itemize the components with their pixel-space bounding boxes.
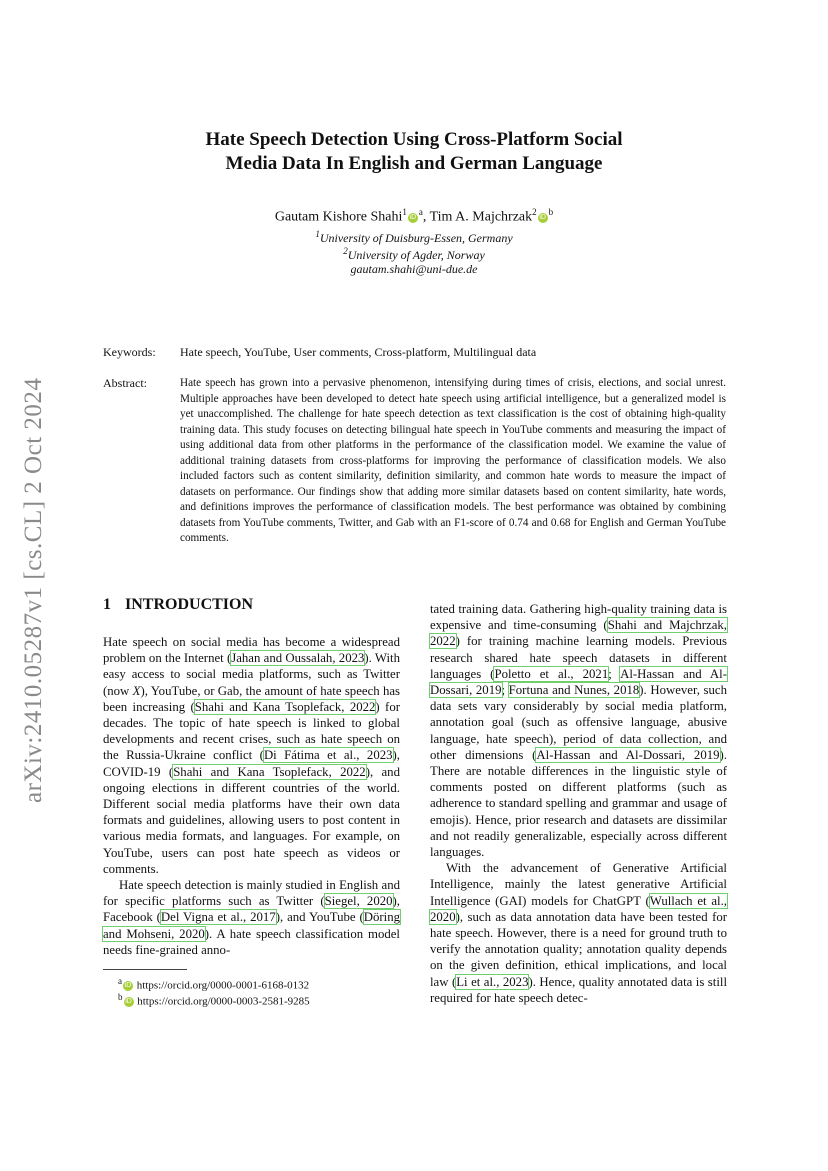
author-email: gautam.shahi@uni-due.de bbox=[350, 262, 478, 276]
author-name: Gautam Kishore Shahi bbox=[274, 209, 403, 225]
section-number: 1 bbox=[103, 596, 111, 613]
paragraph bbox=[103, 877, 400, 958]
abstract-label: Abstract: bbox=[103, 376, 147, 390]
citation-link[interactable]: Jahan and Oussalah, 2023 bbox=[231, 651, 365, 666]
citation-link[interactable]: Al-Hassan and Al-Dossari, 2019 bbox=[536, 747, 720, 762]
citation-link[interactable]: Shahi and Kana Tsoplefack, 2022 bbox=[194, 699, 376, 714]
text-run: ), and ongoing elections in different countries of the world. Different social media platforms have their own data formats and guidelines, allowing users to post content in various media formats, and languages. For example, on YouTube, users can post hate speech as videos or comments. bbox=[103, 764, 400, 876]
citation-link[interactable]: Di Fátima et al., 2023 bbox=[263, 748, 393, 763]
affiliation-1 bbox=[140, 229, 688, 246]
citation-link[interactable]: Siegel, 2020 bbox=[324, 894, 393, 909]
footnote-divider bbox=[103, 969, 187, 970]
keywords-label: Keywords: bbox=[103, 345, 156, 359]
text-run: tated training data. Gathering high-quality training data is expensive and time-consuming ( bbox=[430, 602, 727, 633]
author-name: Tim A. Majchrzak bbox=[429, 209, 533, 225]
author-separator: , bbox=[422, 209, 430, 225]
text-run: ). Hence, quality annotated data is still required for hate speech detec- bbox=[430, 974, 728, 1005]
orcid-icon[interactable]: iD bbox=[409, 213, 417, 221]
citation-link[interactable]: Al-Hassan and Al-Dossari, 2019 bbox=[430, 666, 727, 698]
text-run: ), Facebook ( bbox=[103, 894, 400, 925]
text-run: ) for training machine learning models. Previous research shared hate speech datasets in different languages ( bbox=[430, 634, 727, 681]
text-run: X bbox=[132, 683, 141, 698]
text-run: With the advancement of Generative Artificial Intelligence, mainly the latest generative Artificial Intelligence (GAI) models for ChatGPT ( bbox=[430, 861, 727, 908]
footnote bbox=[118, 992, 310, 1008]
text-run: Hate speech on social media has become a widespread problem on the Internet ( bbox=[103, 635, 400, 666]
affiliation-text: University of Duisburg-Essen, Germany bbox=[319, 231, 513, 245]
text-run: ). However, such data sets vary considerably by social media platform, annotation goal (such as offensive language, abusive language, hate speech), period of data collection, and other dimensions ( bbox=[430, 683, 728, 762]
footnote-marker: b bbox=[548, 207, 554, 217]
text-run: Hate speech detection is mainly studied in English and for specific platforms such as Twitter ( bbox=[103, 878, 400, 909]
arxiv-identifier-stamp: arXiv:2410.05287v1 [cs.CL] 2 Oct 2024 bbox=[20, 377, 47, 803]
orcid-link[interactable]: https://orcid.org/0000-0003-2581-9285 bbox=[137, 995, 310, 1008]
text-run: ), YouTube, or Gab, the amount of hate speech has been increasing ( bbox=[103, 683, 401, 714]
citation-link[interactable]: Del Vigna et al., 2017 bbox=[160, 910, 276, 925]
right-column bbox=[430, 601, 727, 1006]
text-run: ). There are notable differences in the linguistic style of comments posted on different platforms (such as adherence to standard spelling and grammar and usage of emojis). Hence, prior research and datasets are dissimilar and not readily generalizable, especially across different languages. bbox=[430, 747, 727, 860]
orcid-icon: iD bbox=[125, 997, 132, 1005]
orcid-icon[interactable]: iD bbox=[539, 213, 546, 221]
affiliation-marker: 1 bbox=[402, 207, 407, 217]
text-run: ; bbox=[608, 666, 621, 681]
citation-link[interactable]: Li et al., 2023 bbox=[456, 974, 529, 989]
text-run: ), such as data annotation data have been tested for hate speech. However, there is a need for ground truth to verify the annotation quality; annotation quality depends on the given definition, ethical implications, and local law ( bbox=[430, 909, 727, 989]
orcid-link[interactable]: https://orcid.org/0000-0001-6168-0132 bbox=[136, 979, 310, 992]
affiliation-text: University of Agder, Norway bbox=[347, 248, 485, 262]
text-run: ), and YouTube ( bbox=[275, 910, 364, 925]
orcid-icon: iD bbox=[124, 981, 132, 989]
footnote-marker: a bbox=[418, 207, 423, 217]
title-line-2: Media Data In English and German Language bbox=[225, 153, 603, 174]
citation-link[interactable]: Shahi and Majchrzak, 2022 bbox=[430, 618, 727, 649]
footnote bbox=[118, 976, 309, 992]
citation-link[interactable]: Döring and Mohseni, 2020 bbox=[103, 910, 400, 941]
paragraph bbox=[103, 634, 400, 877]
text-run: ). A hate speech classification model needs fine-grained anno- bbox=[103, 926, 400, 957]
section-title: INTRODUCTION bbox=[125, 596, 254, 613]
left-column bbox=[103, 594, 400, 958]
affiliation-number: 2 bbox=[343, 246, 348, 256]
text-run: ; bbox=[501, 683, 509, 698]
citation-link[interactable]: Poletto et al., 2021 bbox=[494, 666, 609, 681]
citation-link[interactable]: Shahi and Kana Tsoplefack, 2022 bbox=[173, 764, 366, 779]
affiliation-marker: 2 bbox=[532, 207, 537, 217]
citation-link[interactable]: Fortuna and Nunes, 2018 bbox=[508, 683, 640, 698]
title-line-1: Hate Speech Detection Using Cross-Platform Social bbox=[205, 129, 623, 150]
paper-title bbox=[140, 128, 688, 176]
text-run: ). With easy access to social media platforms, such as Twitter (now bbox=[103, 651, 400, 698]
footnote-mark: b bbox=[118, 992, 123, 1002]
author-list bbox=[140, 207, 688, 226]
text-run: ), COVID-19 ( bbox=[103, 748, 400, 779]
keywords: Hate speech, YouTube, User comments, Cross-platform, Multilingual data bbox=[180, 345, 537, 359]
footnote-mark: a bbox=[118, 976, 122, 986]
abstract: Hate speech has grown into a pervasive phenomenon, intensifying during times of crisis, elections, and social unrest. Multiple approaches have been developed to detect hate speech using artificial intelligence, but a generalized model is yet unaccomplished. The challenge for hate speech detection as text classification is the cost of obtaining high-quality training data. This study focuses on detecting bilingual hate speech in YouTube comments and measuring the impact of using additional data from other platforms in the performance of the classification model. We examine the value of additional training datasets from cross-platforms for improving the performance of classification models. We also included factors such as content similarity, definition similarity, and common hate words to measure the impact of datasets on performance. Our findings show that adding more similar datasets based on content similarity, hate words, and definitions improves the performance of classification models. The best performance was obtained by combining datasets from YouTube comments, Twitter, and Gab with an F1-score of 0.74 and 0.68 for English and German YouTube comments. bbox=[180, 377, 726, 544]
text-run: ) for decades. The topic of hate speech is linked to global developments and recent crises, such as hate speech on the Russia-Ukraine conflict ( bbox=[103, 699, 400, 763]
citation-link[interactable]: Wullach et al., 2020 bbox=[430, 893, 727, 924]
paragraph bbox=[430, 601, 727, 860]
affiliation-number: 1 bbox=[315, 229, 320, 239]
section-heading bbox=[103, 594, 400, 616]
paragraph bbox=[430, 860, 727, 1006]
affiliation-2 bbox=[140, 246, 688, 263]
